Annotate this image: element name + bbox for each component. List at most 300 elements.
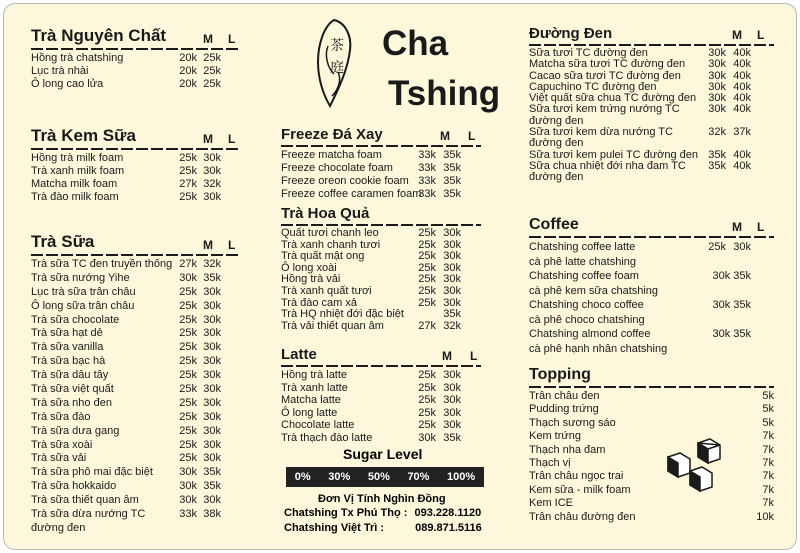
item-name: Kem trứng <box>529 430 581 443</box>
item-name: Freeze matcha foam <box>281 149 382 161</box>
item-name: Kem sữa - milk foam <box>529 483 631 496</box>
price-m: 32k <box>708 126 726 139</box>
topping-item <box>529 430 774 443</box>
price-m: 33k <box>418 162 436 174</box>
section-header <box>31 232 241 256</box>
price-l: 30k <box>443 284 461 297</box>
price-m: 25k <box>418 369 436 381</box>
price-m: 33k <box>418 149 436 161</box>
price-l: 30k <box>443 227 461 239</box>
price-l: 38k <box>203 508 221 521</box>
price-unit-note: Đơn Vị Tính Nghìn Đồng <box>318 493 446 505</box>
menu-item <box>31 494 241 508</box>
price-m: 25k <box>418 419 436 432</box>
price-l: 32k <box>443 319 461 332</box>
item-price: 7k <box>762 497 774 510</box>
brand-name-line2: Tshing <box>388 74 501 113</box>
sugar-level-option: 50% <box>367 471 390 483</box>
item-subtitle: cà phê latte chatshing <box>529 255 637 268</box>
topping-list <box>529 390 774 524</box>
item-list <box>31 258 241 536</box>
menu-item <box>31 411 241 425</box>
price-l: 35k <box>443 149 461 161</box>
price-m: 20k <box>179 52 197 64</box>
price-l: 30k <box>443 369 461 381</box>
item-name: Ô long cao lửa <box>31 78 104 90</box>
price-l: 35k <box>443 308 461 321</box>
menu-item <box>31 369 241 383</box>
item-name: Trà xanh chanh tươi <box>281 238 381 251</box>
item-subtitle: cà phê choco chatshing <box>529 313 645 326</box>
price-l: 30k <box>443 381 461 394</box>
menu-item <box>31 466 241 480</box>
item-name: Trà xanh quất tươi <box>281 284 372 297</box>
price-m: 35k <box>708 148 726 161</box>
price-l: 30k <box>203 355 221 368</box>
menu-item <box>281 175 481 188</box>
price-l: 35k <box>203 271 221 284</box>
price-m: 25k <box>179 341 197 354</box>
store-label: Chatshing Việt Trì : <box>284 522 385 534</box>
price-l: 30k 35k <box>712 328 751 340</box>
section-tra-nguyen-chat <box>31 26 241 91</box>
item-name: Trà sữa đào <box>31 410 91 423</box>
price-l: 40k <box>733 103 751 116</box>
menu-item <box>31 191 241 204</box>
price-l: 25k <box>203 78 221 90</box>
price-m: 30k <box>708 80 726 93</box>
item-name: Trà sữa chocolate <box>31 313 120 326</box>
dashed-divider <box>281 224 481 226</box>
price-l: 35k <box>203 466 221 479</box>
item-name: Sữa tươi kem trứng nướng TC <box>529 103 680 116</box>
brand-name-line1: Cha <box>382 24 449 63</box>
price-m: 25k <box>418 296 436 309</box>
section-tra-sua <box>31 232 241 536</box>
section-title: Trà Kem Sữa <box>31 126 136 145</box>
price-m: 33k <box>418 175 436 187</box>
menu-item <box>281 286 481 298</box>
item-name: Capuchino TC đường đen <box>529 80 657 93</box>
item-list <box>31 152 241 204</box>
price-l: 30k <box>203 494 221 507</box>
item-name: Hồng trà chatshing <box>31 52 124 64</box>
price-m: 27k <box>179 178 197 190</box>
item-name: Hồng trà latte <box>281 369 348 381</box>
item-list <box>529 240 774 356</box>
menu-item <box>31 152 241 165</box>
menu-item <box>529 269 774 284</box>
section-header <box>31 26 241 50</box>
item-name: Thạch sương sáo <box>529 416 616 429</box>
item-list <box>529 48 774 184</box>
price-m: 33k <box>179 508 197 521</box>
item-name: Trà sữa TC đen truyền thống <box>31 258 173 270</box>
menu-board <box>3 3 797 550</box>
menu-item <box>281 369 481 382</box>
item-price: 5k <box>762 416 774 429</box>
item-name: Sữa chua nhiệt đới nha đam TC <box>529 159 686 172</box>
price-m: 25k <box>418 284 436 297</box>
item-price: 5k <box>762 390 774 402</box>
left-column <box>31 26 241 546</box>
section-latte <box>281 343 481 445</box>
item-name: Trà đào cam xả <box>281 296 358 309</box>
menu-item <box>31 341 241 355</box>
price-l: 40k <box>733 80 751 93</box>
price-m: 30k <box>708 92 726 105</box>
price-l: 35k <box>443 175 461 187</box>
price-m: 25k <box>179 424 197 437</box>
price-l: 30k <box>203 424 221 437</box>
menu-item <box>31 78 241 91</box>
price-m: 25k <box>418 250 436 263</box>
menu-item <box>281 394 481 407</box>
item-list <box>31 52 241 91</box>
section-title: Latte <box>281 346 317 363</box>
logo <box>304 16 364 116</box>
item-name: Chatshing almond coffee <box>529 328 651 340</box>
right-column <box>529 22 774 542</box>
menu-item <box>281 149 481 162</box>
section-coffee <box>529 214 774 356</box>
size-l-label: L <box>470 349 478 363</box>
price-l: 35k <box>443 431 461 444</box>
price-l: 30k <box>203 410 221 423</box>
menu-item <box>31 480 241 494</box>
price-m: 25k <box>179 152 197 164</box>
logo-glyph-tea: 茶 <box>330 38 344 54</box>
price-m: 25k <box>418 261 436 274</box>
size-l-label: L <box>228 32 236 46</box>
menu-item <box>281 162 481 175</box>
section-header <box>529 364 774 388</box>
price-l: 32k <box>203 258 221 270</box>
price-l: 37k <box>733 126 751 139</box>
section-title: Trà Sữa <box>31 232 95 251</box>
item-name: Trà quất mật ong <box>281 250 365 263</box>
item-subtitle: đường đen <box>529 114 584 127</box>
price-m: 30k <box>179 466 197 479</box>
item-subtitle: đường đen <box>31 521 86 534</box>
item-subtitle: cà phê kem sữa chatshing <box>529 284 659 297</box>
item-subtitle: đường đen <box>529 137 584 150</box>
sugar-level-option: 70% <box>407 471 430 483</box>
item-name: Trân châu đen <box>529 390 600 402</box>
price-m: 25k <box>418 381 436 394</box>
item-name: Trà sữa hạt dẻ <box>31 327 103 340</box>
item-list <box>281 228 481 332</box>
item-name: Trà sữa vanilla <box>31 341 104 354</box>
item-price: 7k <box>762 430 774 443</box>
topping-item <box>529 417 774 430</box>
item-price: 10k <box>756 510 774 523</box>
menu-item <box>529 298 774 313</box>
item-name: Chatshing coffee latte <box>529 241 636 253</box>
item-name: Freeze chocolate foam <box>281 162 393 174</box>
price-m: 25k <box>179 383 197 396</box>
menu-item <box>281 407 481 420</box>
price-l: 30k <box>443 273 461 286</box>
menu-item <box>281 309 481 321</box>
price-l: 30k 35k <box>712 270 751 282</box>
item-name: Thạch vị <box>529 456 571 469</box>
sugar-level-option: 0% <box>294 471 311 483</box>
dashed-divider <box>529 386 774 388</box>
phone-number: 089.871.5116 <box>415 522 482 534</box>
menu-item <box>31 327 241 341</box>
price-l: 30k <box>443 250 461 263</box>
item-name: Trà sữa vải <box>31 452 87 465</box>
price-m: 25k <box>179 369 197 382</box>
logo-glyph-garden: 庭 <box>330 60 344 76</box>
price-m: 25k <box>179 327 197 340</box>
menu-item <box>31 452 241 466</box>
item-price: 5k <box>762 403 774 416</box>
item-name: Chatshing coffee foam <box>529 270 639 282</box>
phone-line-1 <box>284 507 481 519</box>
taiwan-island-logo-icon <box>304 16 364 116</box>
sugar-level-option: 30% <box>328 471 351 483</box>
section-header <box>31 126 241 150</box>
size-m-label: M <box>203 238 213 252</box>
item-name: Ô long sữa trân châu <box>31 299 135 312</box>
section-topping <box>529 364 774 524</box>
price-m: 27k <box>418 319 436 332</box>
price-l: 40k <box>733 92 751 105</box>
item-name: Ô long latte <box>281 406 338 419</box>
price-l: 30k <box>203 341 221 354</box>
menu-item <box>31 286 241 300</box>
dashed-divider <box>31 148 241 150</box>
price-l: 40k <box>733 148 751 161</box>
item-name: Trà sữa nho đen <box>31 396 112 409</box>
item-name: Chocolate latte <box>281 419 355 432</box>
menu-item <box>529 104 774 115</box>
item-list <box>281 369 481 445</box>
price-l: 30k <box>203 438 221 451</box>
item-name: Hồng trà milk foam <box>31 152 124 164</box>
price-l: 32k <box>203 178 221 190</box>
item-name: Trà sữa thiết quan âm <box>31 494 139 507</box>
item-name: Pudding trứng <box>529 403 599 416</box>
section-title: Freeze Đá Xay <box>281 126 383 143</box>
topping-item <box>529 470 774 483</box>
price-l: 30k <box>203 452 221 465</box>
size-l-label: L <box>757 28 765 42</box>
menu-item <box>31 508 241 522</box>
price-l: 35k <box>203 480 221 493</box>
menu-item <box>31 52 241 65</box>
size-l-label: L <box>228 132 236 146</box>
price-m: 30k <box>708 47 726 59</box>
price-l: 30k <box>733 241 751 253</box>
item-name: Trà sữa nướng Yihe <box>31 271 130 284</box>
sugar-cubes-icon <box>664 437 726 497</box>
item-name: Trà HQ nhiệt đới đặc biệt <box>281 308 404 321</box>
item-name: Trà sữa việt quất <box>31 383 114 396</box>
section-tra-kem-sua <box>31 126 241 204</box>
size-l-label: L <box>757 220 765 234</box>
dashed-divider <box>31 48 241 50</box>
price-m: 30k <box>179 494 197 507</box>
item-name: Matcha latte <box>281 394 341 407</box>
dashed-divider <box>529 44 774 46</box>
item-subtitle: cà phê hạnh nhân chatshing <box>529 342 668 355</box>
section-header <box>281 123 481 147</box>
section-tra-hoa-qua <box>281 205 481 332</box>
menu-item <box>281 228 481 240</box>
price-m: 25k <box>179 438 197 451</box>
price-l: 30k <box>203 313 221 326</box>
price-l: 30k <box>203 369 221 382</box>
item-name: Trà sữa dưa gang <box>31 424 120 437</box>
item-name: Trà vải thiết quan âm <box>281 319 384 332</box>
topping-item <box>529 444 774 457</box>
menu-item <box>529 127 774 138</box>
price-m: 25k <box>179 313 197 326</box>
item-name: Matcha sữa tươi TC đường đen <box>529 58 686 71</box>
topping-item <box>529 511 774 524</box>
item-name: Trà sữa xoài <box>31 438 93 451</box>
price-l: 40k <box>733 69 751 82</box>
menu-item <box>31 65 241 78</box>
sugar-level-option: 100% <box>447 471 476 483</box>
price-m: 25k <box>418 227 436 239</box>
item-name: Matcha milk foam <box>31 178 118 190</box>
dashed-divider <box>31 254 241 256</box>
item-price: 7k <box>762 483 774 496</box>
item-name: Trà xanh latte <box>281 381 348 394</box>
price-m: 35k <box>708 159 726 172</box>
price-l: 35k <box>443 162 461 174</box>
item-name: Trà sữa hokkaido <box>31 480 117 493</box>
price-m: 25k <box>179 165 197 177</box>
price-l: 30k 35k <box>712 299 751 311</box>
price-l: 30k <box>443 419 461 432</box>
item-subtitle: đường đen <box>529 171 584 184</box>
price-m: 20k <box>179 65 197 77</box>
menu-item <box>31 258 241 272</box>
size-m-label: M <box>203 32 213 46</box>
section-header <box>281 205 481 226</box>
price-l: 25k <box>203 52 221 64</box>
price-m: 25k <box>179 452 197 465</box>
menu-item <box>529 59 774 70</box>
price-l: 30k <box>443 406 461 419</box>
menu-item <box>281 419 481 432</box>
section-header <box>529 22 774 46</box>
menu-item <box>31 272 241 286</box>
dashed-divider <box>281 145 481 147</box>
topping-item <box>529 497 774 510</box>
price-l: 30k <box>203 165 221 177</box>
price-l: 40k <box>733 58 751 71</box>
price-l: 40k <box>733 159 751 172</box>
section-header <box>281 343 481 367</box>
menu-item <box>31 383 241 397</box>
price-l: 30k <box>203 285 221 298</box>
menu-item <box>31 355 241 369</box>
menu-item <box>281 432 481 445</box>
item-name: Freeze coffee caramen foam <box>281 188 422 200</box>
section-header <box>529 214 774 238</box>
topping-item <box>529 484 774 497</box>
item-name: Sữa tươi TC đường đen <box>529 47 648 59</box>
item-name: Kem ICE <box>529 497 574 510</box>
price-m: 25k <box>708 241 726 253</box>
menu-item <box>529 240 774 255</box>
sugar-level-bar <box>286 467 484 487</box>
price-m: 30k <box>708 69 726 82</box>
item-name: Cacao sữa tươi TC đường đen <box>529 69 681 82</box>
item-name: Trà sữa dâu tây <box>31 369 109 382</box>
dashed-divider <box>281 365 481 367</box>
section-title: Trà Hoa Quả <box>281 205 370 222</box>
price-m: 25k <box>179 191 197 203</box>
store-label: Chatshing Tx Phú Thọ : <box>284 507 408 519</box>
price-m: 27k <box>179 258 197 270</box>
section-title: Đường Đen <box>529 25 613 42</box>
menu-item <box>31 439 241 453</box>
price-m: 25k <box>179 355 197 368</box>
price-m: 25k <box>418 406 436 419</box>
item-price: 7k <box>762 443 774 456</box>
price-l: 30k <box>203 299 221 312</box>
price-m: 25k <box>179 285 197 298</box>
item-name: Hồng trà vải <box>281 273 341 286</box>
price-l: 30k <box>443 296 461 309</box>
price-l: 30k <box>203 327 221 340</box>
item-price: 7k <box>762 456 774 469</box>
price-m: 25k <box>179 299 197 312</box>
item-name: Trân châu đường đen <box>529 510 636 523</box>
phone-line-2 <box>284 522 482 534</box>
menu-item <box>31 397 241 411</box>
price-l: 30k <box>443 261 461 274</box>
topping-item <box>529 457 774 470</box>
size-m-label: M <box>203 132 213 146</box>
item-name: Lục trà nhài <box>31 65 89 77</box>
menu-item <box>281 321 481 333</box>
menu-item <box>31 178 241 191</box>
price-m: 25k <box>179 410 197 423</box>
price-l: 30k <box>203 396 221 409</box>
menu-item <box>529 327 774 342</box>
item-list <box>281 149 481 201</box>
item-name: Thạch nha đam <box>529 443 606 456</box>
topping-item <box>529 390 774 403</box>
middle-column <box>281 123 481 463</box>
item-name: Trà sữa phô mai đặc biệt <box>31 466 153 479</box>
price-m: 30k <box>179 480 197 493</box>
item-name: Chatshing choco coffee <box>529 299 644 311</box>
topping-item <box>529 403 774 416</box>
section-duong-den <box>529 22 774 184</box>
section-title: Topping <box>529 366 591 383</box>
price-l: 40k <box>733 47 751 59</box>
sugar-level-title: Sugar Level <box>343 446 423 462</box>
item-name: Lục trà sữa trân châu <box>31 285 136 298</box>
price-l: 30k <box>203 191 221 203</box>
price-l: 35k <box>443 188 461 200</box>
item-name: Sữa tươi kem pulei TC đường đen <box>529 148 699 161</box>
section-freeze <box>281 123 481 201</box>
size-m-label: M <box>440 129 450 143</box>
price-m: 30k <box>179 271 197 284</box>
item-name: Trà thạch đào latte <box>281 431 373 444</box>
phone-number: 093.228.1120 <box>414 507 482 519</box>
